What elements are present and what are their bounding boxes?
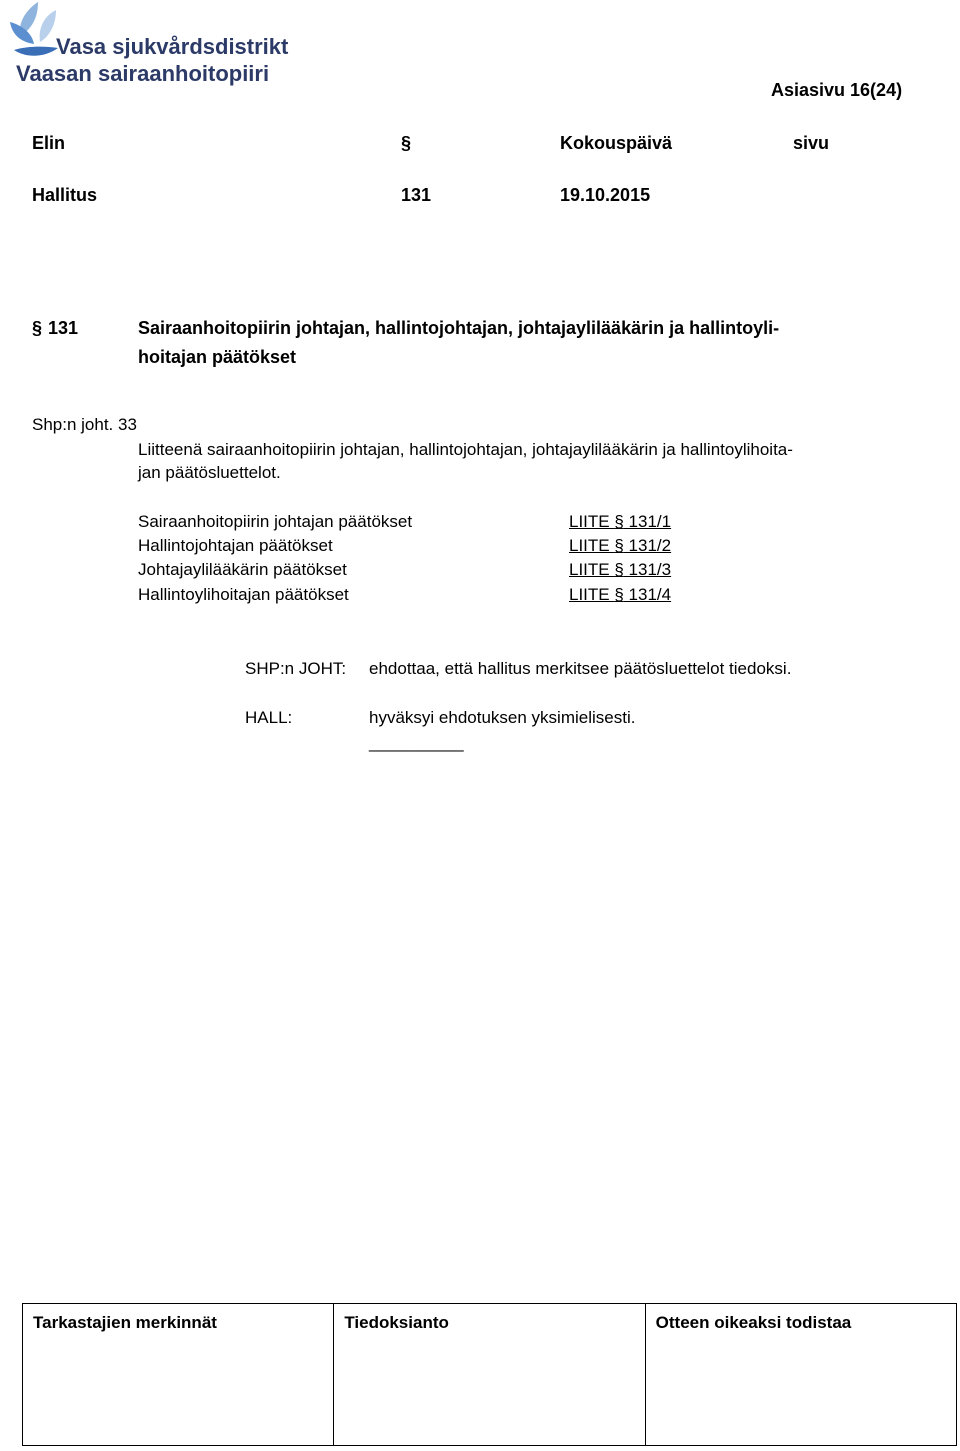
decision-text: hyväksyi ehdotuksen yksimielisesti. — [369, 708, 636, 727]
section-value: 131 — [401, 185, 432, 205]
attachment-label: Hallintoylihoitajan päätökset — [138, 585, 349, 604]
section-title-line1: Sairaanhoitopiirin johtajan, hallintojohtajan, johtajaylilääkärin ja hallintoyli- — [138, 318, 780, 338]
attachment-link[interactable] — [569, 558, 671, 582]
attachment-ref: 131/4 — [623, 585, 672, 604]
footer-table — [22, 1303, 957, 1446]
attachment-ref: 131/1 — [623, 512, 672, 531]
reference: Shp:n joht. 33 — [32, 415, 137, 434]
intro-line2: jan päätösluettelot. — [138, 463, 281, 482]
section-symbol: § — [614, 585, 624, 604]
footer-reviewers-label: Tarkastajien merkinnät — [33, 1313, 217, 1332]
intro-line1: Liitteenä sairaanhoitopiirin johtajan, hallintojohtajan, johtajaylilääkärin ja hallintoylihoita- — [138, 440, 793, 459]
proposal-label: SHP:n JOHT: — [245, 659, 347, 678]
section-symbol: § — [614, 512, 624, 531]
footer-cell-notification — [333, 1304, 644, 1445]
meeting-date-label: Kokouspäivä — [560, 133, 673, 153]
page-info: Asiasivu 16(24) — [771, 80, 903, 100]
attachment-prefix: LIITE — [569, 560, 615, 579]
decision-label: HALL: — [245, 708, 293, 727]
section-heading-symbol: § — [32, 318, 43, 338]
attachment-link[interactable] — [569, 534, 671, 558]
org-name-fi: Vaasan sairaanhoitopiiri — [16, 61, 270, 86]
attachment-label: Sairaanhoitopiirin johtajan päätökset — [138, 512, 413, 531]
meeting-date-value: 19.10.2015 — [560, 185, 651, 205]
footer-cell-reviewers — [23, 1304, 333, 1445]
footer-notification-label: Tiedoksianto — [344, 1313, 449, 1332]
attachment-label: Hallintojohtajan päätökset — [138, 536, 333, 555]
footer-certification-label: Otteen oikeaksi todistaa — [655, 1313, 852, 1332]
section-heading-number: 131 — [48, 318, 79, 338]
attachment-ref: 131/3 — [623, 560, 672, 579]
section-title-line2: hoitajan päätökset — [138, 347, 297, 367]
section-label: § — [401, 133, 412, 153]
attachment-link[interactable] — [569, 510, 671, 534]
organ-label: Elin — [32, 133, 66, 153]
attachment-link[interactable] — [569, 583, 671, 607]
attachment-prefix: LIITE — [569, 585, 615, 604]
proposal-text: ehdottaa, että hallitus merkitsee päätösluettelot tiedoksi. — [369, 659, 792, 678]
organ-value: Hallitus — [32, 185, 98, 205]
attachment-label: Johtajaylilääkärin päätökset — [138, 560, 347, 579]
org-name-sv: Vasa sjukvårdsdistrikt — [56, 34, 289, 59]
page-label: sivu — [793, 133, 830, 153]
attachment-prefix: LIITE — [569, 536, 615, 555]
separator-line: __________ — [369, 733, 464, 752]
footer-cell-certification — [645, 1304, 956, 1445]
section-symbol: § — [614, 560, 624, 579]
attachment-ref: 131/2 — [623, 536, 672, 555]
attachment-prefix: LIITE — [569, 512, 615, 531]
section-symbol: § — [614, 536, 624, 555]
